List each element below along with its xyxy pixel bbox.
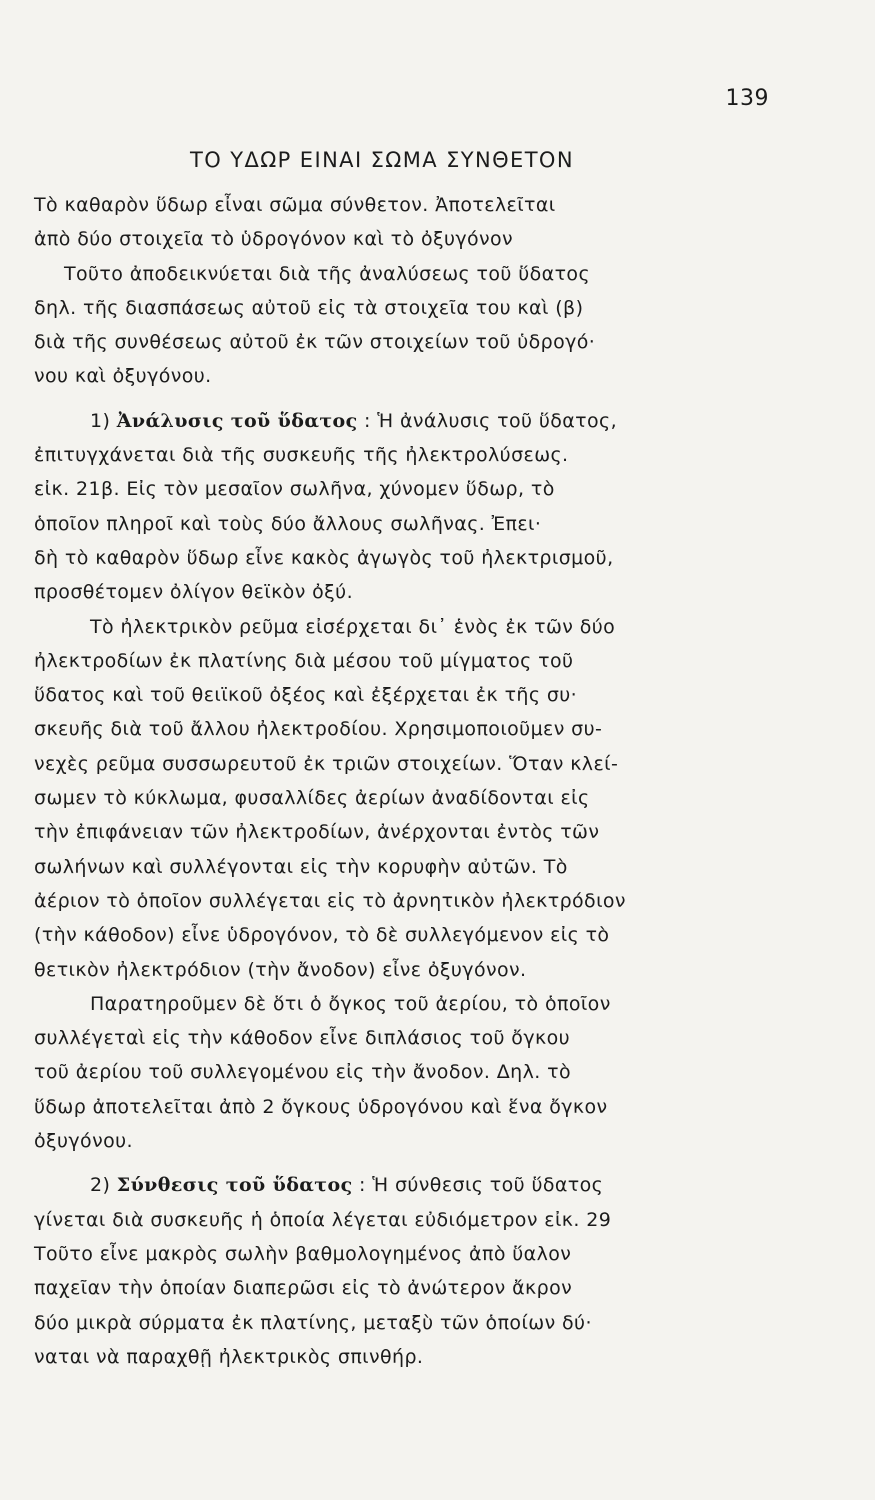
text-line: Τὸ καθαρὸν ὕδωρ εἶναι σῶμα σύνθετον. Ἀποτελεῖται — [34, 194, 556, 216]
text-line: τὴν ἐπιφάνειαν τῶν ἠλεκτροδίων, ἀνέρχονται ἐντὸς τῶν — [34, 821, 600, 844]
text-line: Τὸ ἠλεκτρικὸν ρεῦμα εἰσέρχεται δι᾽ ἑνὸς ἐκ τῶν δύο — [90, 615, 616, 638]
text-line: σκευῆς διὰ τοῦ ἄλλου ἠλεκτροδίου. Χρησιμοποιοῦμεν συ- — [34, 718, 603, 741]
section-heading: Ἀνάλυσις τοῦ ὕδατος — [116, 409, 358, 432]
text-line: γίνεται διὰ συσκευῆς ἡ ὁποία λέγεται εὐδιόμετρον εἰκ. 29 — [34, 1208, 612, 1231]
paragraph-synthesis — [34, 1168, 779, 1374]
text-line: Τοῦτο εἶνε μακρὸς σωλὴν βαθμολογημένος ἀπὸ ὕαλον — [34, 1242, 572, 1265]
text-line: (τὴν κάθοδον) εἶνε ὑδρογόνον, τὸ δὲ συλλεγόμενον εἰς τὸ — [34, 924, 610, 947]
text-line: ὁποῖον πληροῖ καὶ τοὺς δύο ἄλλους σωλῆνας. Ἐπει· — [34, 512, 542, 535]
section-number: 2) — [90, 1174, 111, 1197]
paragraph-electrolysis — [34, 610, 779, 987]
body-text — [34, 188, 779, 1374]
text-line: θετικὸν ἠλεκτρόδιον (τὴν ἄνοδον) εἶνε ὀξυγόνον. — [34, 958, 527, 981]
text-line: ἐπιτυγχάνεται διὰ τῆς συσκευῆς τῆς ἠλεκτρολύσεως. — [34, 444, 569, 467]
text-line: ὕδατος καὶ τοῦ θειϊκοῦ ὀξέος καὶ ἐξέρχεται ἐκ τῆς συ· — [34, 684, 578, 707]
text-line — [34, 404, 779, 438]
text-line: δὴ τὸ καθαρὸν ὕδωρ εἶνε κακὸς ἀγωγὸς τοῦ ἠλεκτρισμοῦ, — [34, 546, 614, 569]
text-line: ἠλεκτροδίων ἐκ πλατίνης διὰ μέσου τοῦ μίγματος τοῦ — [34, 649, 574, 672]
text-line: δηλ. τῆς διασπάσεως αὐτοῦ εἰς τὰ στοιχεῖα του καὶ (β) — [34, 296, 584, 319]
text-line: διὰ τῆς συνθέσεως αὐτοῦ ἐκ τῶν στοιχείων τοῦ ὑδρογό· — [34, 331, 596, 354]
text-line: ἀέριον τὸ ὁποῖον συλλέγεται εἰς τὸ ἀρνητικὸν ἠλεκτρόδιον — [34, 889, 626, 912]
text-line: ναται νὰ παραχθῇ ἠλεκτρικὸς σπινθήρ. — [34, 1345, 424, 1368]
text-line: συλλέγεταὶ εἰς τὴν κάθοδον εἶνε διπλάσιος τοῦ ὄγκου — [34, 1027, 570, 1050]
page-number: 139 — [725, 86, 769, 111]
text-line: δύο μικρὰ σύρματα ἐκ πλατίνης, μεταξὺ τῶν ὁποίων δύ· — [34, 1311, 592, 1334]
text-line: ὀξυγόνου. — [34, 1130, 133, 1153]
heading-continuation: : Ἡ σύνθεσις τοῦ ὕδατος — [359, 1174, 604, 1197]
text-line — [34, 1168, 779, 1202]
text-line: Τοῦτο ἀποδεικνύεται διὰ τῆς ἀναλύσεως τοῦ ὕδατος — [64, 262, 591, 285]
chapter-title: ΤΟ ΥΔΩΡ ΕΙΝΑΙ ΣΩΜΑ ΣΥΝΘΕΤΟΝ — [190, 148, 574, 172]
section-heading: Σύνθεσις τοῦ ὕδατος — [116, 1174, 353, 1197]
text-line: ἀπὸ δύο στοιχεῖα τὸ ὑδρογόνον καὶ τὸ ὀξυγόνον — [34, 228, 514, 251]
section-number: 1) — [90, 409, 111, 432]
text-line: παχεῖαν τὴν ὁποίαν διαπερῶσι εἰς τὸ ἀνώτερον ἄκρον — [34, 1277, 573, 1300]
text-line: εἰκ. 21β. Εἰς τὸν μεσαῖον σωλῆνα, χύνομεν ὕδωρ, τὸ — [34, 478, 555, 501]
text-line: Παρατηροῦμεν δὲ ὅτι ὁ ὄγκος τοῦ ἀερίου, τὸ ὁποῖον — [90, 992, 611, 1015]
text-line: προσθέτομεν ὀλίγον θεϊκὸν ὀξύ. — [34, 581, 354, 604]
text-line: σωμεν τὸ κύκλωμα, φυσαλλίδες ἀερίων ἀναδίδονται εἰς — [34, 787, 590, 810]
text-line: σωλήνων καὶ συλλέγονται εἰς τὴν κορυφὴν αὐτῶν. Τὸ — [34, 855, 568, 878]
paragraph-intro — [34, 188, 779, 394]
heading-continuation: : Ἡ ἀνάλυσις τοῦ ὕδατος, — [364, 409, 618, 432]
text-line: νου καὶ ὀξυγόνου. — [34, 365, 212, 388]
text-line: νεχὲς ρεῦμα συσσωρευτοῦ ἐκ τριῶν στοιχείων. Ὅταν κλεί- — [34, 752, 619, 775]
text-line: ὕδωρ ἀποτελεῖται ἀπὸ 2 ὄγκους ὑδρογόνου καὶ ἕνα ὄγκον — [34, 1095, 608, 1118]
paragraph-volumes — [34, 987, 779, 1158]
text-line: τοῦ ἀερίου τοῦ συλλεγομένου εἰς τὴν ἄνοδον. Δηλ. τὸ — [34, 1061, 571, 1084]
paragraph-analysis — [34, 404, 779, 610]
